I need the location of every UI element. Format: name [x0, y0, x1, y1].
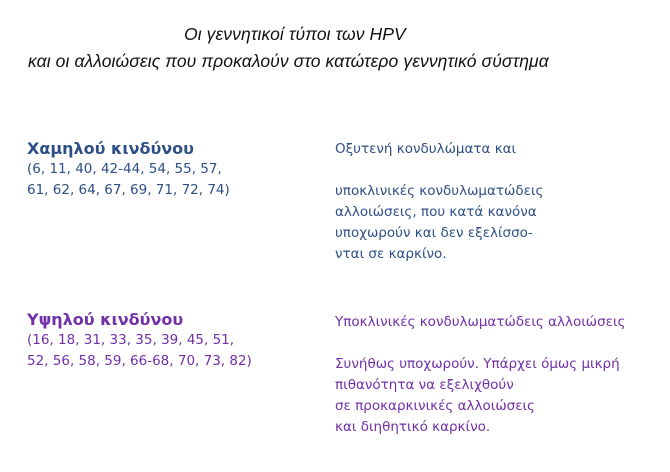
- low-risk-heading: Χαμηλού κινδύνου: [27, 139, 194, 158]
- low-risk-types-line-2: 61, 62, 64, 67, 69, 71, 72, 74): [27, 182, 230, 198]
- low-risk-description-line: υποχωρούν και δεν εξελίσσο-: [335, 225, 533, 241]
- high-risk-description-line: και διηθητικό καρκίνο.: [335, 419, 491, 435]
- low-risk-types-block: [27, 139, 230, 201]
- high-risk-types-line-1: (16, 18, 31, 33, 35, 39, 45, 51,: [27, 332, 235, 348]
- low-risk-description-line: αλλοιώσεις, που κατά κανόνα: [335, 204, 537, 220]
- low-risk-types-line-1: (6, 11, 40, 42-44, 54, 55, 57,: [27, 161, 222, 177]
- spacer: [335, 160, 543, 181]
- title-line-2: και οι αλλοιώσεις που προκαλούν στο κατώτερο γεννητικό σύστημα: [28, 51, 549, 71]
- low-risk-description-line: Οξυτενή κονδυλώματα και: [335, 141, 517, 157]
- high-risk-description-block: [335, 312, 625, 438]
- high-risk-heading: Υψηλού κινδύνου: [27, 310, 184, 329]
- high-risk-description-line: Συνήθως υποχωρούν. Υπάρχει όμως μικρή: [335, 356, 620, 372]
- high-risk-description-line: Υποκλινικές κονδυλωματώδεις αλλοιώσεις: [335, 314, 626, 330]
- high-risk-description-line: σε προκαρκινικές αλλοιώσεις: [335, 398, 535, 414]
- spacer: [335, 333, 625, 354]
- low-risk-description-block: [335, 139, 543, 265]
- high-risk-description-line: πιθανότητα να εξελιχθούν: [335, 377, 514, 393]
- high-risk-types-block: [27, 310, 252, 372]
- low-risk-description-line: υποκλινικές κονδυλωματώδεις: [335, 183, 544, 199]
- low-risk-description-line: νται σε καρκίνο.: [335, 246, 447, 262]
- high-risk-types-line-2: 52, 56, 58, 59, 66-68, 70, 73, 82): [27, 353, 252, 369]
- title-line-1: Οι γεννητικοί τύποι των HPV: [184, 24, 406, 44]
